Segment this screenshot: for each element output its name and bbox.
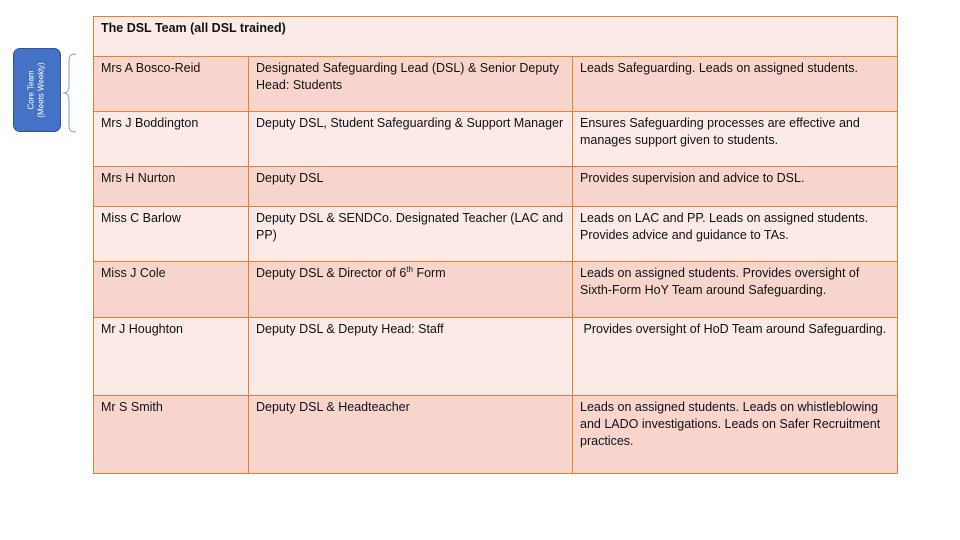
role-text: Deputy DSL & Director of 6 (256, 266, 407, 280)
staff-duties: Leads on assigned students. Leads on whistleblowing and LADO investigations. Leads on Safer Recruitment practices. (573, 396, 898, 474)
core-team-label (27, 62, 47, 117)
table-title: The DSL Team (all DSL trained) (94, 17, 898, 57)
table-row (94, 167, 898, 207)
core-team-box (13, 48, 61, 132)
staff-duties: Ensures Safeguarding processes are effective and manages support given to students. (573, 112, 898, 167)
staff-role: Deputy DSL & Deputy Head: Staff (249, 318, 573, 396)
table-row (94, 262, 898, 318)
staff-role: Designated Safeguarding Lead (DSL) & Senior Deputy Head: Students (249, 57, 573, 112)
staff-role: Deputy DSL (249, 167, 573, 207)
staff-name: Mrs J Boddington (94, 112, 249, 167)
staff-name: Mrs H Nurton (94, 167, 249, 207)
staff-role: Deputy DSL & SENDCo. Designated Teacher (LAC and PP) (249, 207, 573, 262)
table-row (94, 318, 898, 396)
table-row (94, 57, 898, 112)
staff-name: Mrs A Bosco-Reid (94, 57, 249, 112)
staff-duties: Leads on LAC and PP. Leads on assigned students. Provides advice and guidance to TAs. (573, 207, 898, 262)
staff-duties: Leads on assigned students. Provides oversight of Sixth-Form HoY Team around Safeguarding. (573, 262, 898, 318)
staff-role (249, 262, 573, 318)
staff-duties: Leads Safeguarding. Leads on assigned students. (573, 57, 898, 112)
table-title-row (94, 17, 898, 57)
role-superscript: th (406, 264, 413, 274)
staff-duties: Provides supervision and advice to DSL. (573, 167, 898, 207)
dsl-team-table (93, 16, 898, 474)
staff-name: Mr J Houghton (94, 318, 249, 396)
table-row (94, 112, 898, 167)
staff-role: Deputy DSL, Student Safeguarding & Support Manager (249, 112, 573, 167)
staff-name: Miss C Barlow (94, 207, 249, 262)
table-row (94, 396, 898, 474)
staff-role: Deputy DSL & Headteacher (249, 396, 573, 474)
staff-name: Mr S Smith (94, 396, 249, 474)
core-team-meets: (Meets Weekly) (37, 62, 47, 118)
staff-name: Miss J Cole (94, 262, 249, 318)
table-row (94, 207, 898, 262)
left-brace-icon (62, 53, 80, 133)
role-text-suffix: Form (412, 266, 446, 280)
core-team-title: Core Team (27, 70, 37, 110)
staff-duties: Provides oversight of HoD Team around Safeguarding. (573, 318, 898, 396)
